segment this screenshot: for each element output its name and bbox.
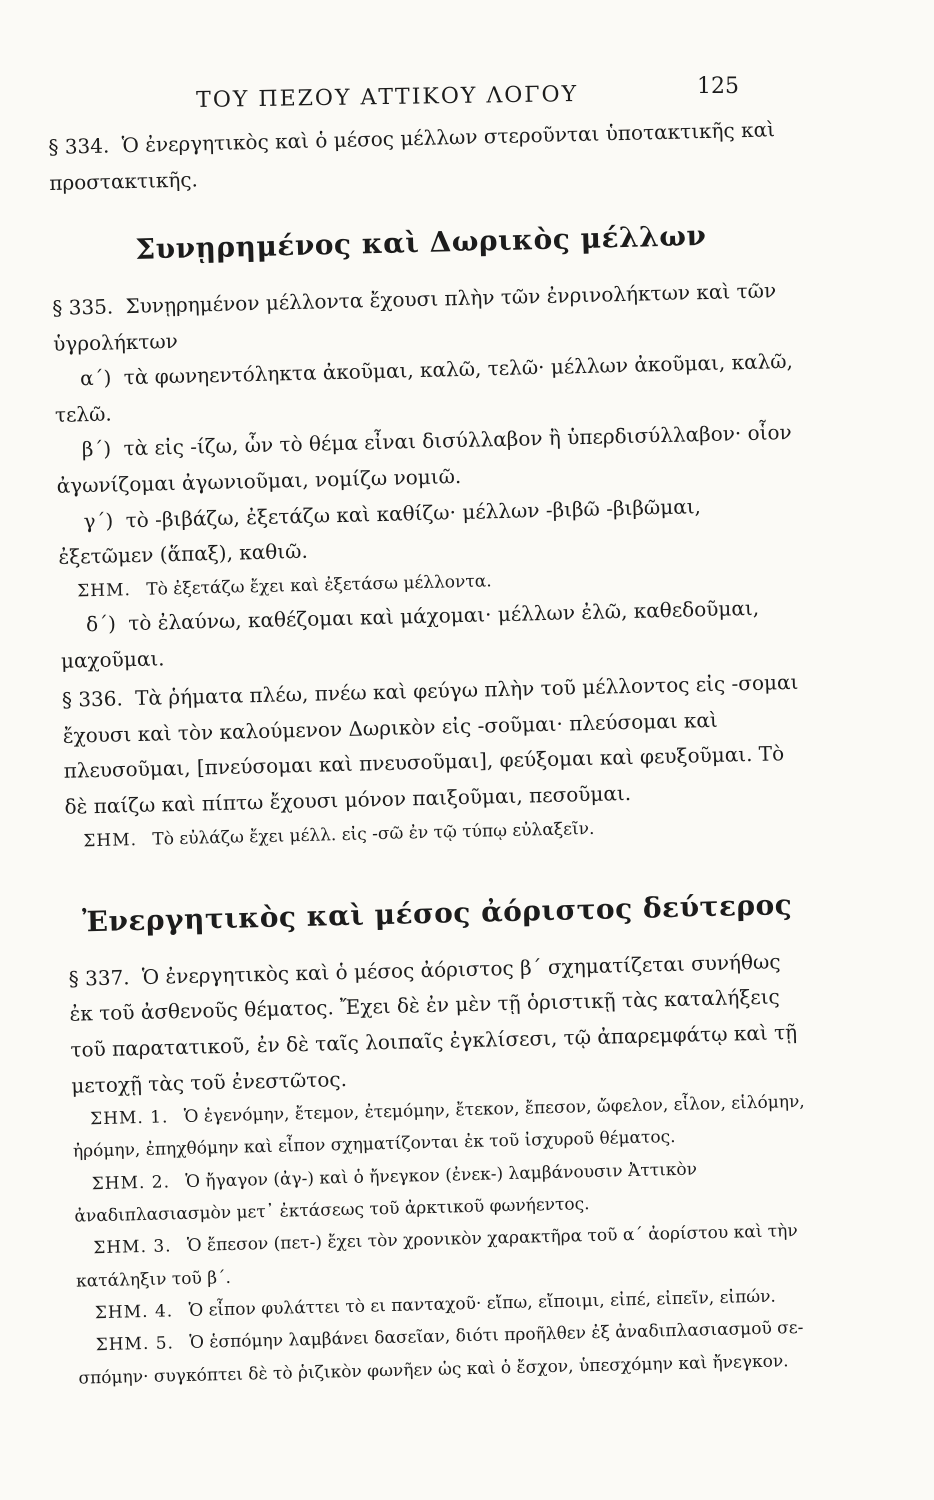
note-text: Ὁ ἤγαγον (ἀγ-) καὶ ὁ ἤνεγκον (ἐνεκ-) λαμβάνουσιν Ἀττικὸν ἀναδιπλασιασμὸν μετ᾽ ἐκτάσεως τοῦ ἀρκτικοῦ φωνήεντος. (74, 1159, 698, 1227)
section-number: § 336. (61, 686, 124, 713)
note-text: Τὸ εὐλάζω ἔχει μέλλ. εἰς -σῶ ἐν τῷ τύπῳ εὐλαξεῖν. (152, 818, 595, 850)
note-label: ΣΗΜ. 1. (89, 1107, 169, 1130)
paragraph-text: Τὰ ῥήματα πλέω, πνέω καὶ φεύγω πλὴν τοῦ μέλλοντος εἰς -σομαι ἔχουσι καὶ τὸν καλούμενον Δωρικὸν εἰς -σοῦμαι· πλεύσομαι καὶ πλευσοῦμαι, [πνεύσομαι καὶ πνευσοῦμαι], φεύξομαι καὶ φευξοῦμαι. Τὸ δὲ παίζω καὶ πίπτω ἔχουσι μόνον παιξοῦμαι, πεσοῦμαι. (62, 670, 799, 819)
page-number: 125 (697, 74, 739, 99)
page-body (48, 112, 819, 1394)
note-text: Ὁ εἶπον φυλάττει τὸ ει πανταχοῦ· εἴπω, εἴποιμι, εἰπέ, εἰπεῖν, εἰπών. (188, 1286, 777, 1321)
item-label: γ΄) (83, 508, 114, 533)
paragraph-text: Συνῃρημένον μέλλοντα ἔχουσι πλὴν τῶν ἐνρινολήκτων καὶ τῶν ὑγρολήκτων (52, 278, 777, 356)
note-label: ΣΗΜ. 3. (93, 1236, 172, 1259)
note-text: Τὸ ἐξετάζω ἔχει καὶ ἐξετάσω μέλλοντα. (146, 571, 492, 600)
note-text: Ὁ ἐγενόμην, ἔτεμον, ἐτεμόμην, ἔτεκον, ἔπεσον, ὤφελον, εἷλον, εἱλόμην, ἠρόμην, ἐπηχθόμην καὶ εἶπον σχηματίζονται ἐκ τοῦ ἰσχυροῦ θέματος. (72, 1091, 805, 1163)
note-text: Ὁ ἔπεσον (πετ-) ἔχει τὸν χρονικὸν χαρακτῆρα τοῦ α΄ ἀορίστου καὶ τὴν κατάληξιν τοῦ β΄. (75, 1221, 798, 1292)
section-number: § 337. (68, 965, 130, 991)
note-label: ΣΗΜ. (77, 579, 132, 602)
item-label: δ΄) (85, 611, 117, 637)
paragraph-text: Ὁ ἐνεργητικὸς καὶ ὁ μέσος ἀόριστος β΄ σχηματίζεται συνήθως ἐκ τοῦ ἀσθενοῦς θέματος. Ἔχει δὲ ἐν μὲν τῇ ὁριστικῇ τὰς καταλήξεις τοῦ παρατατικοῦ, ἐν δὲ ταῖς λοιπαῖς ἐγκλίσεσι, τῷ ἀπαρεμφάτῳ καὶ τῇ μετοχῇ τὰς τοῦ ἐνεστῶτος. (69, 949, 798, 1098)
item-label: β΄) (81, 436, 112, 462)
section-number: § 334. (48, 133, 110, 159)
section-heading: Συνῃρημένος καὶ Δωρικὸς μέλλων (134, 219, 707, 267)
section-heading: Ἐνεργητικὸς καὶ μέσος ἀόριστος δεύτερος (81, 887, 793, 939)
paragraph-336 (62, 665, 805, 825)
note-label: ΣΗΜ. 2. (91, 1172, 171, 1194)
note-text: Ὁ ἑσπόμην λαμβάνει δασεῖαν, διότι προῆλθεν ἐξ ἀναδιπλασιασμοῦ σε-σπόμην· συγκόπτει δὲ τὸ ῥιζικὸν φωνῆεν ὡς καὶ ὁ ἔσχον, ὑπεσχόμην καὶ ἤνεγκον. (78, 1318, 804, 1389)
section-number: § 335. (52, 294, 114, 320)
paragraph-text: Ὁ ἐνεργητικὸς καὶ ὁ μέσος μέλλων στεροῦνται ὑποτακτικῆς καὶ προστακτικῆς. (48, 117, 776, 195)
item-label: α΄) (79, 365, 112, 391)
item-text: τὸ ἐλαύνω, καθέζομαι καὶ μάχομαι· μέλλων ἐλῶ, καθεδοῦμαι, μαχοῦμαι. (60, 595, 760, 673)
running-title: ΤΟΥ ΠΕΖΟΥ ΑΤΤΙΚΟΥ ΛΟΓΟΥ (196, 82, 579, 113)
note-label: ΣΗΜ. 5. (95, 1333, 175, 1356)
item-text: τὸ -βιβάζω, ἐξετάζω καὶ καθίζω· μέλλων -βιβῶ -βιβῶμαι, ἐξετῶμεν (ἅπαξ), καθιῶ. (58, 493, 702, 570)
item-text: τὰ εἰς -ίζω, ὧν τὸ θέμα εἶναι δισύλλαβον ἢ ὑπερδισύλλαβον· οἷον ἀγωνίζομαι ἀγωνιοῦμαι, νομίζω νομιῶ. (56, 420, 792, 498)
item-text: τὰ φωνηεντόληκτα ἀκοῦμαι, καλῶ, τελῶ· μέλλων ἀκοῦμαι, καλῶ, τελῶ. (54, 349, 794, 427)
note-label: ΣΗΜ. 4. (94, 1301, 174, 1324)
paragraph-337 (68, 943, 811, 1103)
note-label: ΣΗΜ. (83, 829, 138, 851)
paragraph-334 (48, 112, 790, 201)
